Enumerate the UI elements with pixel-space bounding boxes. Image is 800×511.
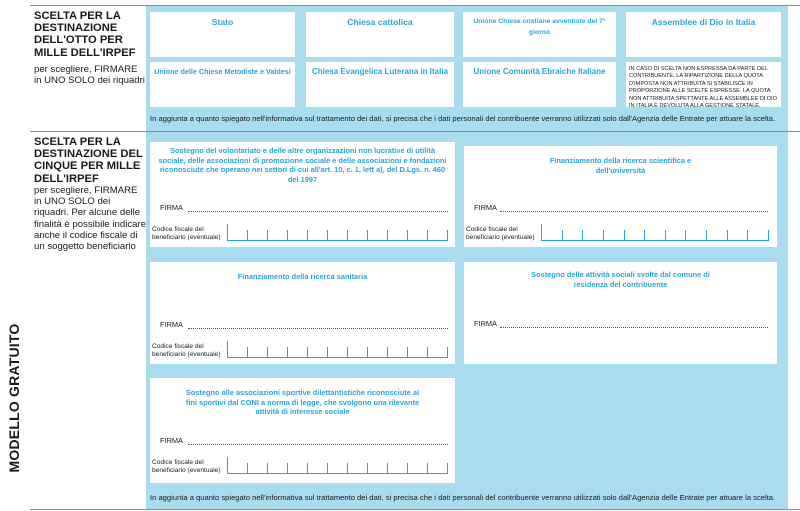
cf-input[interactable]: [227, 457, 448, 474]
firma-label: FIRMA: [160, 436, 183, 445]
otto-note: IN CASO DI SCELTA NON ESPRESSA DA PARTE DEL CONTRIBUENTE, LA RIPARTIZIONE DELLA QUOTA D'IMPOSTA NON ATTRIBUITA SI STABILISCE IN PROPORZIONE ALLE SCELTE ESPRESSE. LA QUOTA NON ATTRIBUITA SPETTANTE ALLE ASSEMBLEE DI DIO IN ITALIA È DEVOLUTA ALLA GESTIONE STATALE.: [629, 66, 777, 110]
cf-input[interactable]: [541, 224, 769, 241]
cf-label: Codice fiscale del beneficiario (eventuale): [152, 226, 221, 241]
otto-title: SCELTA PER LA DESTINAZIONE DELL'OTTO PER MILLE DELL'IRPEF: [34, 10, 136, 59]
otto-footer: In aggiunta a quanto spiegato nell'informativa sul trattamento dei dati, si precisa che i dati personali del contribuente verranno utilizzati solo dall'Agenzia delle Entrate per attuare la scelta.: [150, 114, 776, 123]
cf-input[interactable]: [227, 341, 448, 358]
otto-box-ebraiche[interactable]: [463, 62, 616, 107]
otto-box-avventisti[interactable]: [463, 12, 616, 57]
otto-instructions: per scegliere, FIRMARE in UNO SOLO dei riquadri: [34, 64, 145, 87]
side-label: [0, 0, 28, 511]
side-label-text: MODELLO GRATUITO: [6, 323, 22, 473]
firma-line[interactable]: [500, 327, 768, 328]
otto-box-label: Chiesa cattolica: [347, 17, 413, 27]
otto-box-metodiste-valdesi[interactable]: [150, 62, 295, 107]
cinque-instructions: per scegliere, FIRMARE in UNO SOLO dei riquadri. Per alcune delle finalità è possibile indicare anche il codice fiscale di un soggetto beneficiario: [34, 185, 146, 253]
cinque-box-label: Sostegno del volontariato e delle altre organizzazioni non lucrative di utilità sociale, delle associazioni di promozione sociale e delle associazioni e fondazioni riconosciute che operano nei settori di cui all'art. 10, c. 1, lett a), del D.Lgs. n. 460 del 1997: [158, 146, 447, 184]
firma-label: FIRMA: [160, 320, 183, 329]
cinque-title: SCELTA PER LA DESTINAZIONE DEL CINQUE PER MILLE DELL'IRPEF: [34, 136, 143, 185]
otto-box-label: Unione Comunità Ebraiche Italiane: [473, 67, 606, 76]
cinque-box-label: Sostegno alle associazioni sportive dilettantistiche riconosciute ai fini sportivi dal CONI a norma di legge, che svolgono una rilevante attività di interesse sociale: [185, 388, 420, 417]
cinque-footer: In aggiunta a quanto spiegato nell'informativa sul trattamento dei dati, si precisa che i dati personali del contribuente verranno utilizzati solo dall'Agenzia delle Entrate per attuare la scelta.: [150, 493, 776, 502]
cinque-box-label: Sostegno delle attività sociali svolte dal comune di residenza del contribuente: [531, 270, 710, 289]
firma-line[interactable]: [188, 211, 448, 212]
firma-label: FIRMA: [160, 203, 183, 212]
firma-line[interactable]: [188, 444, 448, 445]
cf-input[interactable]: [227, 224, 448, 241]
cf-label: Codice fiscale del beneficiario (eventuale): [466, 226, 535, 241]
otto-box-luterana[interactable]: [306, 62, 454, 107]
cf-label: Codice fiscale del beneficiario (eventuale): [152, 343, 221, 358]
firma-label: FIRMA: [474, 319, 497, 328]
cinque-box-attivita-sociali[interactable]: [464, 262, 777, 364]
cinque-box-label: Finanziamento della ricerca scientifica e dell'università: [549, 156, 692, 175]
firma-line[interactable]: [188, 328, 448, 329]
cf-label: Codice fiscale del beneficiario (eventuale): [152, 459, 221, 474]
otto-box-label: Assemblee di Dio in Italia: [651, 17, 756, 27]
otto-box-label: Stato: [211, 17, 234, 27]
otto-box-label: Unione delle Chiese Metodiste e Valdesi: [154, 67, 291, 76]
firma-line[interactable]: [500, 211, 768, 212]
bottom-divider: [30, 509, 800, 510]
otto-box-label: Unione Chiese cristiane avventiste del 7° giorno: [473, 18, 606, 36]
otto-box-assemblee-di-dio[interactable]: [626, 12, 781, 57]
firma-label: FIRMA: [474, 203, 497, 212]
cinque-box-label: Finanziamento della ricerca sanitaria: [237, 272, 368, 281]
otto-box-stato[interactable]: [150, 12, 295, 57]
otto-box-label: Chiesa Evangelica Luterana in Italia: [311, 67, 449, 76]
otto-box-chiesa-cattolica[interactable]: [306, 12, 454, 57]
